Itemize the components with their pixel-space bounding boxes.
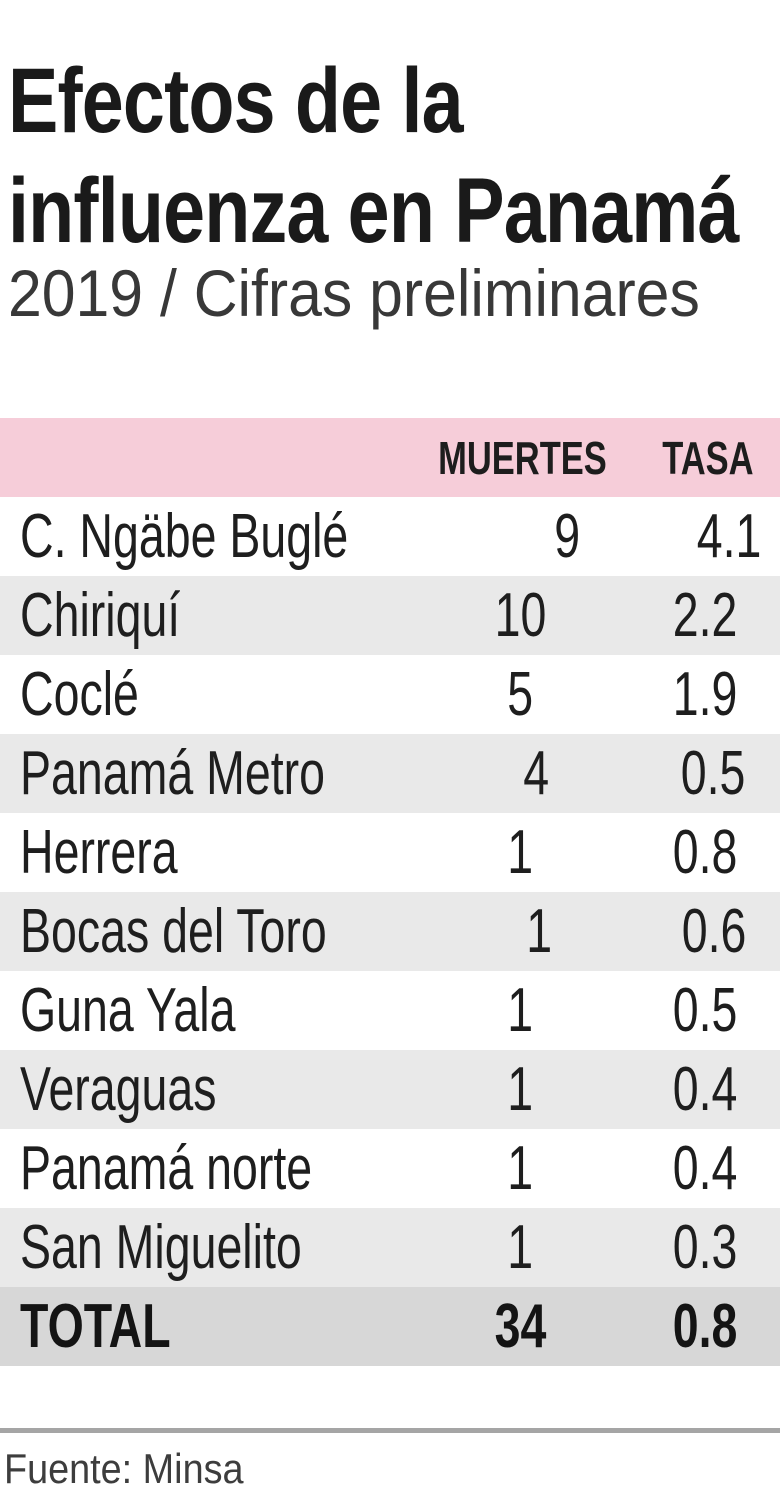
region-cell (0, 497, 458, 576)
tasa-cell (630, 1050, 780, 1129)
tasa-cell (678, 497, 780, 576)
data-table (0, 418, 780, 1366)
region-cell (0, 655, 410, 734)
tasa-value: 0.3 (672, 1213, 738, 1282)
title-line-1-text: Efectos de la (8, 49, 463, 152)
muertes-cell (410, 813, 630, 892)
muertes-value: 1 (507, 1134, 533, 1203)
muertes-cell (410, 971, 630, 1050)
muertes-value: 1 (526, 897, 552, 966)
muertes-value: 9 (554, 502, 581, 571)
tasa-value: 0.6 (682, 897, 747, 966)
tasa-cell (630, 813, 780, 892)
table-row (0, 1050, 780, 1129)
total-muertes-cell (410, 1287, 630, 1366)
table-total-row (0, 1287, 780, 1366)
title-line-2 (8, 156, 780, 266)
total-muertes-value: 34 (494, 1292, 546, 1361)
footer-divider (0, 1428, 780, 1433)
subtitle-text: 2019 / Cifras preliminares (8, 256, 700, 330)
total-tasa-cell (630, 1287, 780, 1366)
source-text: Fuente: Minsa (4, 1445, 244, 1492)
muertes-cell (429, 892, 649, 971)
total-label-cell (0, 1287, 410, 1366)
header-tasa-cell (635, 418, 780, 497)
tasa-value: 0.4 (672, 1055, 738, 1124)
tasa-cell (630, 971, 780, 1050)
region-label: Panamá norte (20, 1134, 313, 1203)
total-tasa-value: 0.8 (672, 1292, 738, 1361)
muertes-cell (410, 1208, 630, 1287)
table-row (0, 734, 780, 813)
tasa-value: 0.4 (672, 1134, 738, 1203)
region-label: Panamá Metro (20, 739, 325, 808)
tasa-cell (630, 655, 780, 734)
region-cell (0, 734, 427, 813)
region-cell (0, 892, 429, 971)
region-label: Veraguas (20, 1055, 217, 1124)
region-label: Herrera (20, 818, 178, 887)
table-row (0, 971, 780, 1050)
header-region-cell (0, 418, 410, 497)
tasa-value: 0.5 (680, 739, 746, 808)
region-label: Guna Yala (20, 976, 236, 1045)
table-row (0, 892, 780, 971)
tasa-cell (630, 576, 780, 655)
region-label: Chiriquí (20, 581, 181, 650)
region-cell (0, 1050, 410, 1129)
header-muertes-cell (410, 418, 635, 497)
muertes-value: 1 (507, 1055, 533, 1124)
region-label: San Miguelito (20, 1213, 302, 1282)
region-cell (0, 971, 410, 1050)
subtitle (8, 258, 760, 328)
table-row (0, 813, 780, 892)
tasa-value: 1.9 (672, 660, 738, 729)
table-row (0, 1208, 780, 1287)
tasa-cell (630, 1129, 780, 1208)
tasa-value: 0.8 (672, 818, 738, 887)
region-cell (0, 1208, 410, 1287)
tasa-value: 0.5 (672, 976, 738, 1045)
region-cell (0, 1129, 410, 1208)
table-row (0, 1129, 780, 1208)
tasa-cell (647, 734, 780, 813)
region-label: Coclé (20, 660, 139, 729)
table-header-row (0, 418, 780, 497)
page-title (8, 46, 780, 266)
header-tasa-label: TASA (661, 431, 754, 484)
total-label: TOTAL (20, 1292, 171, 1361)
table-row (0, 655, 780, 734)
header-muertes-label: MUERTES (438, 431, 607, 484)
tasa-cell (649, 892, 780, 971)
title-line-1 (8, 46, 780, 156)
muertes-cell (427, 734, 647, 813)
muertes-value: 1 (507, 976, 533, 1045)
region-cell (0, 813, 410, 892)
muertes-value: 1 (507, 1213, 533, 1282)
muertes-cell (458, 497, 678, 576)
muertes-value: 1 (507, 818, 533, 887)
table-row (0, 576, 780, 655)
tasa-value: 4.1 (696, 502, 762, 571)
muertes-value: 4 (523, 739, 550, 808)
region-cell (0, 576, 410, 655)
title-line-2-text: influenza en Panamá (8, 159, 739, 262)
source-credit (4, 1446, 270, 1492)
tasa-value: 2.2 (672, 581, 738, 650)
region-label: C. Ngäbe Buglé (20, 502, 349, 571)
muertes-cell (410, 576, 630, 655)
tasa-cell (630, 1208, 780, 1287)
muertes-value: 10 (494, 581, 546, 650)
region-label: Bocas del Toro (20, 897, 327, 966)
muertes-cell (410, 655, 630, 734)
muertes-value: 5 (507, 660, 533, 729)
muertes-cell (410, 1129, 630, 1208)
muertes-cell (410, 1050, 630, 1129)
table-row (0, 497, 780, 576)
